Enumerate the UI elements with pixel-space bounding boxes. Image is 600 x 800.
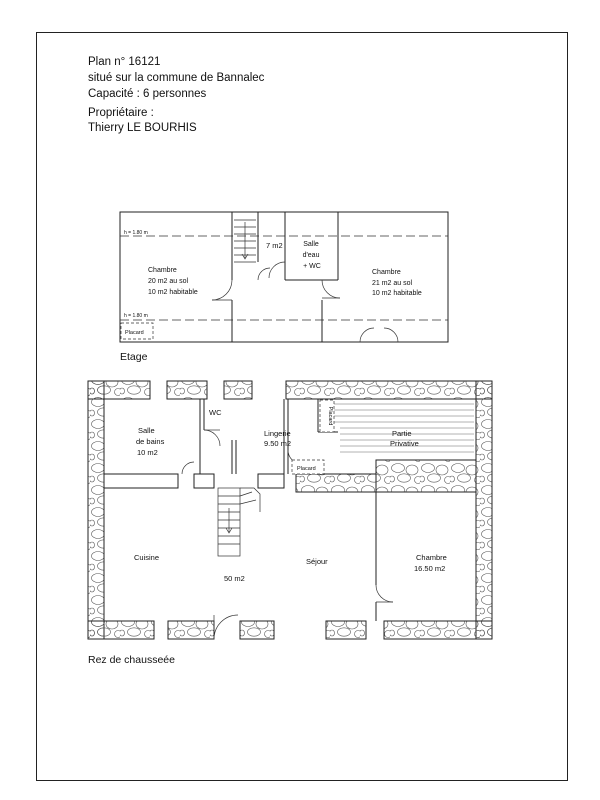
- rdc-chambre: Chambre 16.50 m2: [414, 553, 447, 573]
- rdc-stone-walls: [88, 381, 492, 639]
- etage-room-7m2: 7 m2: [266, 241, 283, 250]
- etage-outline: [120, 212, 448, 342]
- etage-height-top: h = 1.80 m: [124, 230, 148, 236]
- etage-salle-eau: Salle d'eau + WC: [302, 241, 321, 270]
- etage-title: Etage: [120, 351, 148, 363]
- owner-label: Propriétaire :: [88, 107, 154, 119]
- etage-chambre-left: Chambre 20 m2 au sol 10 m2 habitable: [148, 267, 198, 296]
- rdc-lingerie: Lingerie 9.50 m2: [264, 429, 292, 448]
- capacity: Capacité : 6 personnes: [88, 88, 207, 100]
- rdc-placard-1-label: Placard: [327, 406, 333, 426]
- rdc-salle-bains: Salle de bains 10 m2: [136, 426, 165, 457]
- rdc-partie-privative: Partie Privative: [390, 429, 419, 448]
- owner-name: Thierry LE BOURHIS: [88, 122, 197, 134]
- rdc-cuisine: Cuisine: [134, 553, 160, 562]
- etage-doors: [212, 262, 398, 342]
- rdc-placard-2-label: Placard: [297, 466, 316, 472]
- etage-height-bottom: h = 1.80 m: [124, 313, 148, 319]
- etage-placard-label: Placard: [125, 330, 144, 336]
- etage-stairs: [234, 220, 256, 262]
- etage-plan: [120, 212, 448, 342]
- rdc-surface-50: 50 m2: [224, 574, 245, 583]
- plan-number: Plan n° 16121: [88, 56, 161, 68]
- rdc-sejour: Séjour: [306, 557, 328, 566]
- rdc-plan: [88, 381, 492, 639]
- etage-chambre-right: Chambre 21 m2 au sol 10 m2 habitable: [372, 269, 422, 297]
- commune: situé sur la commune de Bannalec: [88, 72, 265, 84]
- rdc-title: Rez de chausseée: [88, 654, 175, 666]
- rdc-wc: WC: [209, 408, 222, 417]
- rdc-stairs: [218, 488, 260, 556]
